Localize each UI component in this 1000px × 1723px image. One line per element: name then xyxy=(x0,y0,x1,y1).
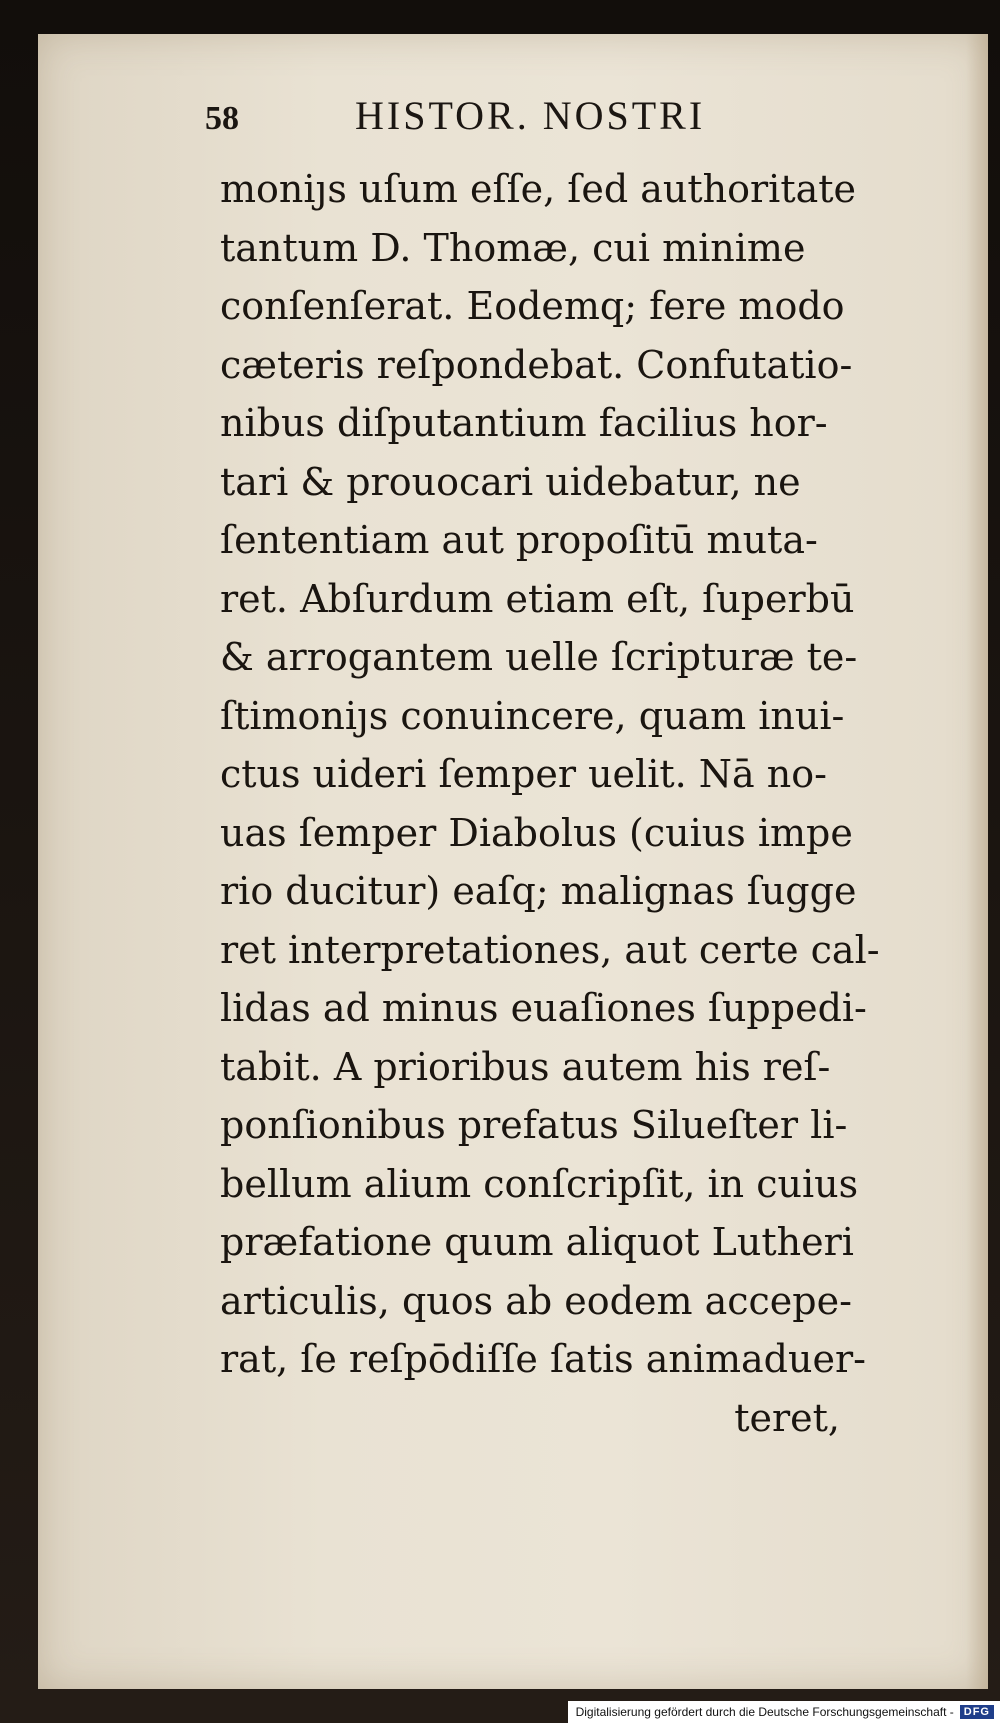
text-line: ſtimoniȷs conuincere, quam inui- xyxy=(220,693,845,738)
digitization-credit xyxy=(568,1701,1000,1723)
text-line: rio ducitur) eaſq; malignas ſugge xyxy=(220,869,857,913)
text-line: ret interpretationes, aut certe cal- xyxy=(220,927,880,972)
running-head: HISTOR. NOSTRI xyxy=(355,93,706,138)
page-edge-shadow xyxy=(966,34,988,1689)
text-line: moniȷs uſum eſſe, ſed authoritate xyxy=(220,167,856,211)
text-line: bellum alium conſcripſit, in cuius xyxy=(220,1161,859,1206)
text-line: uas ſemper Diabolus (cuius impe xyxy=(220,810,853,855)
text-line: tantum D. Thomæ, cui minime xyxy=(220,225,806,270)
text-line: ſententiam aut propoſitū muta- xyxy=(220,518,818,562)
text-line: lidas ad minus euaſiones ſuppedi- xyxy=(220,986,867,1030)
dfg-logo: DFG xyxy=(960,1705,994,1719)
text-line: præfatione quum aliquot Lutheri xyxy=(220,1220,854,1264)
text-line: tari & prouocari uidebatur, ne xyxy=(220,459,801,504)
text-line: tabit. A prioribus autem his reſ- xyxy=(220,1044,831,1089)
body-text xyxy=(220,160,940,1447)
text-line: ctus uideri ſemper uelit. Nā no- xyxy=(220,752,827,796)
text-line: articulis, quos ab eodem accepe- xyxy=(220,1278,852,1323)
page-number: 58 xyxy=(205,100,239,137)
credit-text: Digitalisierung gefördert durch die Deutsche Forschungsgemeinschaft - xyxy=(575,1705,954,1719)
text-line: nibus diſputantium facilius hor- xyxy=(220,401,828,445)
text-line: cæteris reſpondebat. Confutatio- xyxy=(220,342,853,387)
text-line: rat, ſe reſpōdiſſe ſatis animaduer- xyxy=(220,1337,866,1381)
catchword: teret, xyxy=(734,1395,840,1440)
text-line: conſenſerat. Eodemq; fere modo xyxy=(220,284,845,328)
text-line: ret. Abſurdum etiam eſt, ſuperbū xyxy=(220,576,855,621)
text-line: ponſionibus prefatus Silueſter li- xyxy=(220,1103,848,1147)
text-line: & arrogantem uelle ſcripturæ te- xyxy=(220,635,858,679)
page-header xyxy=(205,92,845,152)
